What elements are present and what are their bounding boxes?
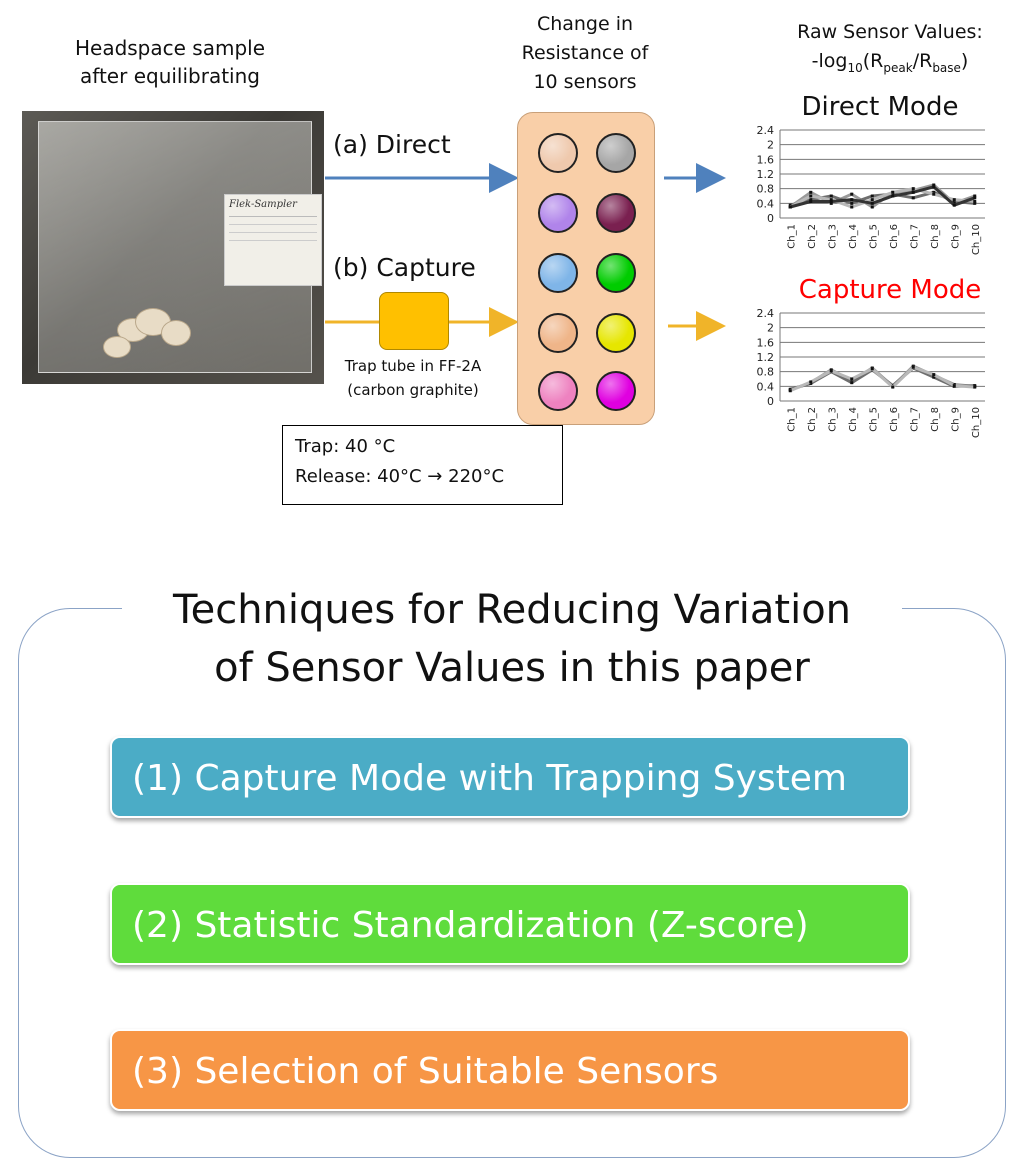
trap-caption-line1: Trap tube in FF-2A [344,357,482,375]
direct-chart-xtick-label: Ch_5 [868,224,880,249]
technique-standardization: (2) Statistic Standardization (Z-score) [110,883,910,965]
capture-chart-data-point [871,367,874,370]
capture-chart-ytick-label: 0 [767,395,774,408]
capture-chart-ytick-label: 1.6 [756,336,774,350]
techniques-title-line2: of Sensor Values in this paper [214,645,810,691]
direct-chart-data-point [830,200,833,203]
sensor-dot-9 [538,371,578,411]
trap-caption [318,354,508,402]
capture-chart-data-point [912,366,915,369]
direct-chart-data-point [912,196,915,199]
direct-mode-title: Direct Mode [801,92,959,122]
capture-chart-ytick-label: 1.2 [756,351,774,364]
capture-chart-data-point [932,373,935,376]
raw-values-title: Raw Sensor Values: [797,21,983,43]
capture-chart-xtick-label: Ch_6 [888,407,900,432]
direct-chart-data-point [953,204,956,207]
direct-chart-xtick-label: Ch_10 [970,224,982,256]
direct-chart-ytick-label: 1.2 [756,168,774,181]
capture-chart-xtick-label: Ch_10 [970,407,982,439]
capture-chart-data-point [809,380,812,383]
direct-chart-ytick-label: 1.6 [756,153,774,167]
sensor-panel-header-line3: 10 sensors [533,71,637,93]
direct-chart-ytick-label: 0 [767,212,774,225]
capture-chart-xtick-label: Ch_1 [786,407,798,432]
capture-mode-title: Capture Mode [798,275,982,305]
capture-chart-data-point [891,386,894,389]
capture-chart-xtick-label: Ch_4 [847,407,859,432]
direct-path-label: (a) Direct [333,130,451,159]
direct-chart-xtick-label: Ch_2 [806,224,818,249]
techniques-title-line1: Techniques for Reducing Variation [172,587,852,633]
sensor-dot-10 [596,371,636,411]
direct-chart-data-point [891,191,894,194]
direct-chart-ytick-label: 0.4 [756,197,774,211]
direct-mode-chart [740,120,1010,270]
direct-chart-data-point [871,202,874,205]
direct-chart-data-point [871,195,874,198]
direct-chart-data-point [809,200,812,203]
direct-chart-ytick-label: 2 [767,138,774,152]
capture-mode-chart [740,303,1010,453]
raw-values-header [760,18,1020,83]
direct-chart-data-point [871,198,874,201]
direct-chart-data-point [973,200,976,203]
direct-chart-data-point [973,196,976,199]
direct-chart-data-point [932,193,935,196]
capture-chart-xtick-label: Ch_7 [909,407,921,432]
direct-chart-xtick-label: Ch_7 [909,224,921,249]
capture-chart-xtick-label: Ch_9 [950,407,962,432]
direct-chart-data-point [850,193,853,196]
direct-chart-data-point [850,206,853,209]
sensor-dot-7 [538,313,578,353]
raw-values-formula: $-\log_{10}(R_{peak}/R_{base})$ [811,50,969,75]
sample-header-line2: after equilibrating [80,64,260,88]
sensor-dot-3 [538,193,578,233]
conditions-box [282,425,563,505]
sample-header-line1: Headspace sample [74,36,266,60]
direct-chart-xtick-label: Ch_8 [929,224,941,249]
direct-chart-data-point [953,198,956,201]
capture-chart-ytick-label: 0.4 [756,380,774,394]
sensor-panel-header-line1: Change in [536,13,634,35]
sensor-dot-8 [596,313,636,353]
capture-chart-xtick-label: Ch_8 [929,407,941,432]
direct-chart-xtick-label: Ch_1 [786,224,798,249]
sensor-dot-2 [596,133,636,173]
direct-chart-ytick-label: 0.8 [756,182,774,196]
capture-chart-data-point [830,369,833,372]
direct-chart-data-point [850,202,853,205]
direct-chart-data-point [912,187,915,190]
trap-tube-box [379,292,449,350]
capture-chart-data-point [789,389,792,392]
trap-temperature: Trap: 40 °C [295,436,396,457]
sensor-array-panel [517,112,655,425]
techniques-title [122,581,902,697]
capture-chart-xtick-label: Ch_5 [868,407,880,432]
sensor-dot-6 [596,253,636,293]
direct-chart-data-point [932,185,935,188]
technique-capture-mode: (1) Capture Mode with Trapping System [110,736,910,818]
sensor-panel-header [500,10,670,97]
technique-sensor-selection: (3) Selection of Suitable Sensors [110,1029,910,1111]
direct-chart-data-point [891,195,894,198]
capture-chart-ytick-label: 2 [767,321,774,335]
sensor-dot-1 [538,133,578,173]
direct-chart-xtick-label: Ch_6 [888,224,900,249]
direct-chart-data-point [850,198,853,201]
direct-chart-data-point [809,195,812,198]
trap-caption-line2: (carbon graphite) [347,381,479,399]
direct-chart-xtick-label: Ch_3 [827,224,839,249]
bag-label-text: Flek-Sampler [229,199,297,210]
capture-chart-data-point [850,378,853,381]
direct-chart-data-point [912,191,915,194]
capture-chart-xtick-label: Ch_3 [827,407,839,432]
capture-chart-data-point [973,386,976,389]
capture-chart-xtick-label: Ch_2 [806,407,818,432]
sensor-dot-5 [538,253,578,293]
direct-chart-xtick-label: Ch_4 [847,224,859,249]
capture-chart-data-point [953,384,956,387]
sensor-panel-header-line2: Resistance of [521,42,649,64]
capture-path-label: (b) Capture [333,253,476,282]
direct-chart-data-point [830,195,833,198]
direct-chart-data-point [809,191,812,194]
capture-chart-data-point [850,381,853,384]
capture-chart-ytick-label: 2.4 [756,307,774,320]
direct-chart-ytick-label: 2.4 [756,124,774,137]
direct-chart-data-point [789,206,792,209]
direct-chart-xtick-label: Ch_9 [950,224,962,249]
sensor-dot-4 [596,193,636,233]
direct-chart-data-point [871,206,874,209]
capture-chart-series-line [790,367,975,390]
release-temperature: Release: 40°C → 220°C [295,466,505,487]
capture-chart-ytick-label: 0.8 [756,365,774,379]
